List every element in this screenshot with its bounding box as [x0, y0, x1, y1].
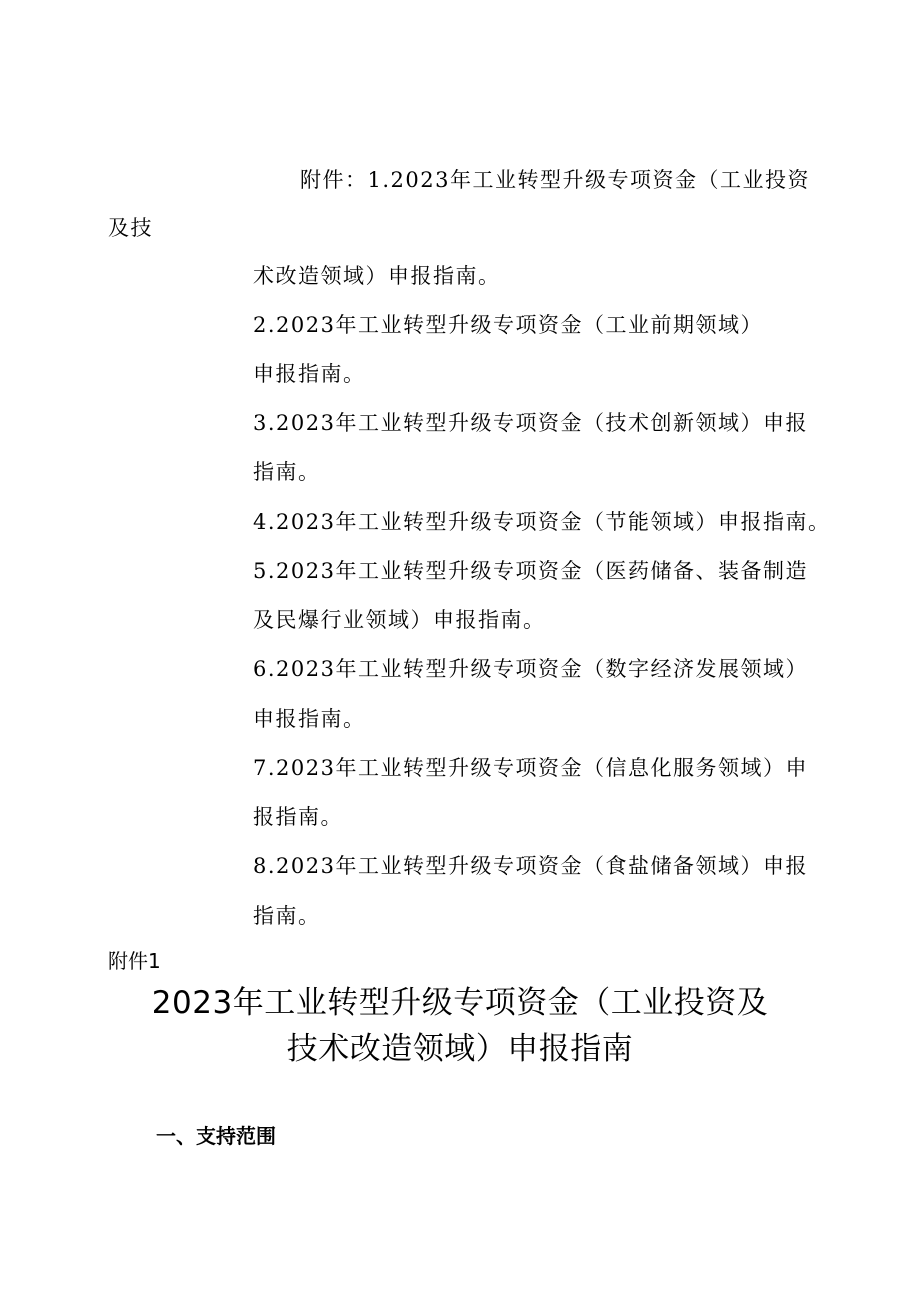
attachments-list-line: 4.2023年工业转型升级专项资金（节能领域）申报指南。	[253, 510, 831, 534]
attachment-label: 附件1	[108, 949, 161, 973]
attachments-list-line: 5.2023年工业转型升级专项资金（医药储备、装备制造	[253, 559, 808, 583]
attachments-list-line: 术改造领域）申报指南。	[253, 264, 501, 288]
document-title-line-1: 2023年工业转型升级专项资金（工业投资及	[151, 985, 769, 1021]
attachments-list-line: 8.2023年工业转型升级专项资金（食盐储备领域）申报	[253, 854, 808, 878]
attachments-list-line: 附件：1.2023年工业转型升级专项资金（工业投资	[300, 168, 810, 192]
attachments-list-line: 指南。	[253, 460, 321, 484]
attachments-list-line: 及技	[108, 216, 153, 240]
section-heading: 一、支持范围	[156, 1124, 276, 1148]
attachments-list-line: 6.2023年工业转型升级专项资金（数字经济发展领域）	[253, 657, 808, 681]
attachments-list-line: 及民爆行业领域）申报指南。	[253, 608, 546, 632]
attachments-list-line: 3.2023年工业转型升级专项资金（技术创新领域）申报	[253, 411, 808, 435]
attachments-list-line: 申报指南。	[253, 362, 366, 386]
document-title-line-2: 技术改造领域）申报指南	[286, 1031, 634, 1067]
attachments-list-line: 7.2023年工业转型升级专项资金（信息化服务领域）申	[253, 756, 808, 780]
attachments-list-line: 报指南。	[253, 805, 343, 829]
attachments-list-line: 2.2023年工业转型升级专项资金（工业前期领域）	[253, 313, 763, 337]
attachments-list-line: 申报指南。	[253, 707, 366, 731]
attachments-list-line: 指南。	[253, 904, 321, 928]
